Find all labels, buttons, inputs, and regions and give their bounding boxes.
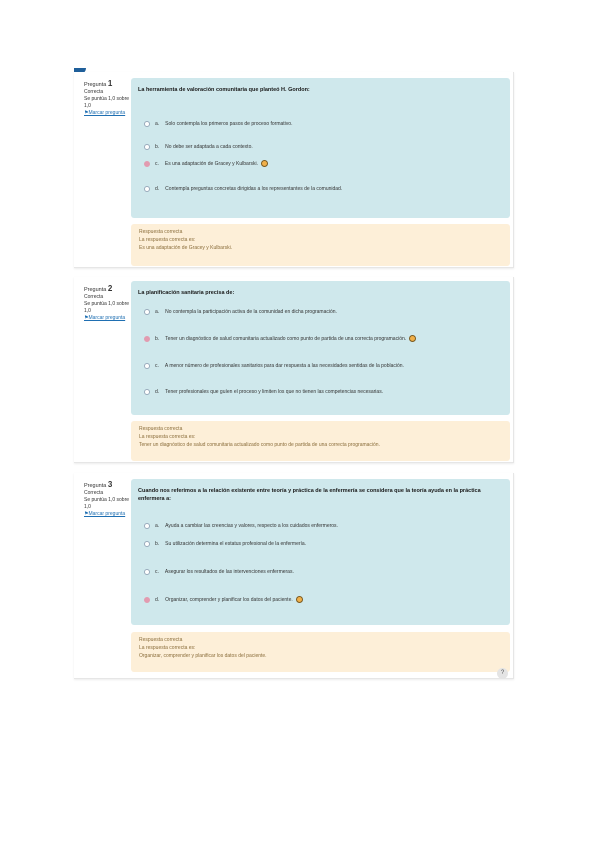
question-status: Correcta — [84, 490, 104, 496]
feedback-answer: Tener un diagnóstico de salud comunitaria actualizado como punto de partida de una correcta programación. — [139, 442, 380, 448]
question-number: Pregunta 2 — [84, 284, 113, 293]
feedback-box — [131, 421, 510, 461]
flag-icon: ⚑ — [84, 511, 89, 517]
help-button[interactable]: ? — [497, 668, 508, 679]
feedback-label: La respuesta correcta es: — [139, 237, 196, 243]
option-b[interactable]: b. Tener un diagnóstico de salud comunitaria actualizado como punto de partida de una correcta programación. — [144, 335, 416, 342]
flag-question-link[interactable]: ⚑Marcar pregunta — [84, 315, 126, 321]
feedback-answer: Es una adaptación de Gracey y Kulbarski. — [139, 245, 233, 251]
option-d[interactable]: d. Tener profesionales que guíen el proceso y limiten los que no tienen las competencias necesarias. — [144, 389, 383, 395]
question-info — [84, 481, 130, 518]
flag-question-link[interactable]: ⚑Marcar pregunta — [84, 110, 126, 116]
question-status: Correcta — [84, 294, 104, 300]
radio-button[interactable] — [144, 186, 150, 192]
option-c[interactable]: c. A menor número de profesionales sanitarios para dar respuesta a las necesidades sentidas de la población. — [144, 363, 404, 369]
question-number: Pregunta 3 — [84, 480, 113, 489]
question-content — [131, 78, 510, 218]
radio-button[interactable] — [144, 541, 150, 547]
option-b[interactable]: b. No debe ser adaptada a cada contexto. — [144, 144, 253, 150]
option-a[interactable]: a. No contempla la participación activa de la comunidad en dicha programación. — [144, 309, 337, 315]
radio-button[interactable] — [144, 523, 150, 529]
option-d[interactable]: d. Organizar, comprender y planificar los datos del paciente. — [144, 596, 303, 603]
radio-button[interactable] — [144, 121, 150, 127]
question-number: Pregunta 1 — [84, 79, 113, 88]
flag-icon: ⚑ — [84, 315, 89, 321]
feedback-box — [131, 224, 510, 266]
question-content — [131, 479, 510, 625]
radio-button[interactable] — [144, 363, 150, 369]
feedback-label: La respuesta correcta es: — [139, 645, 196, 651]
correct-mark-icon — [261, 160, 268, 167]
question-score: Se puntúa 1,0 sobre 1,0 — [84, 497, 130, 510]
feedback-title: Respuesta correcta — [139, 637, 183, 643]
radio-button-selected[interactable] — [144, 597, 150, 603]
feedback-label: La respuesta correcta es: — [139, 434, 196, 440]
feedback-box — [131, 632, 510, 672]
option-d[interactable]: d. Contempla preguntas concretas dirigidas a los representantes de la comunidad. — [144, 186, 342, 192]
question-block-2 — [74, 277, 514, 463]
feedback-title: Respuesta correcta — [139, 229, 183, 235]
question-info — [84, 285, 130, 322]
radio-button[interactable] — [144, 309, 150, 315]
option-a[interactable]: a. Ayuda a cambiar las creencias y valores, respecto a los cuidados enfermeros. — [144, 523, 338, 529]
question-info — [84, 80, 130, 117]
question-content — [131, 281, 510, 415]
correct-mark-icon — [409, 335, 416, 342]
question-text: La herramienta de valoración comunitaria que planteó H. Gordon: — [138, 87, 310, 93]
flag-icon: ⚑ — [84, 110, 89, 116]
radio-button[interactable] — [144, 569, 150, 575]
feedback-title: Respuesta correcta — [139, 426, 183, 432]
question-score: Se puntúa 1,0 sobre 1,0 — [84, 301, 130, 314]
option-b[interactable]: b. Su utilización determina el estatus profesional de la enfermería. — [144, 541, 306, 547]
question-status: Correcta — [84, 89, 104, 95]
option-c[interactable]: c. Asegurar los resultados de las intervenciones enfermeras. — [144, 569, 294, 575]
radio-button-selected[interactable] — [144, 336, 150, 342]
question-block-1 — [74, 72, 514, 268]
radio-button[interactable] — [144, 389, 150, 395]
correct-mark-icon — [296, 596, 303, 603]
radio-button-selected[interactable] — [144, 161, 150, 167]
option-c[interactable]: c. Es una adaptación de Gracey y Kulbarski. — [144, 160, 268, 167]
flag-question-link[interactable]: ⚑Marcar pregunta — [84, 511, 126, 517]
question-text: Cuando nos referimos a la relación existente entre teoría y práctica de la enfermería se considera que la teoría ayuda en la práctica enfermera a: — [138, 488, 481, 502]
question-block-3 — [74, 473, 514, 679]
question-text: La planificación sanitaria precisa de: — [138, 290, 235, 296]
radio-button[interactable] — [144, 144, 150, 150]
question-score: Se puntúa 1,0 sobre 1,0 — [84, 96, 130, 109]
feedback-answer: Organizar, comprender y planificar los datos del paciente. — [139, 653, 267, 659]
option-a[interactable]: a. Solo contempla los primeros pasos de proceso formativo. — [144, 121, 292, 127]
